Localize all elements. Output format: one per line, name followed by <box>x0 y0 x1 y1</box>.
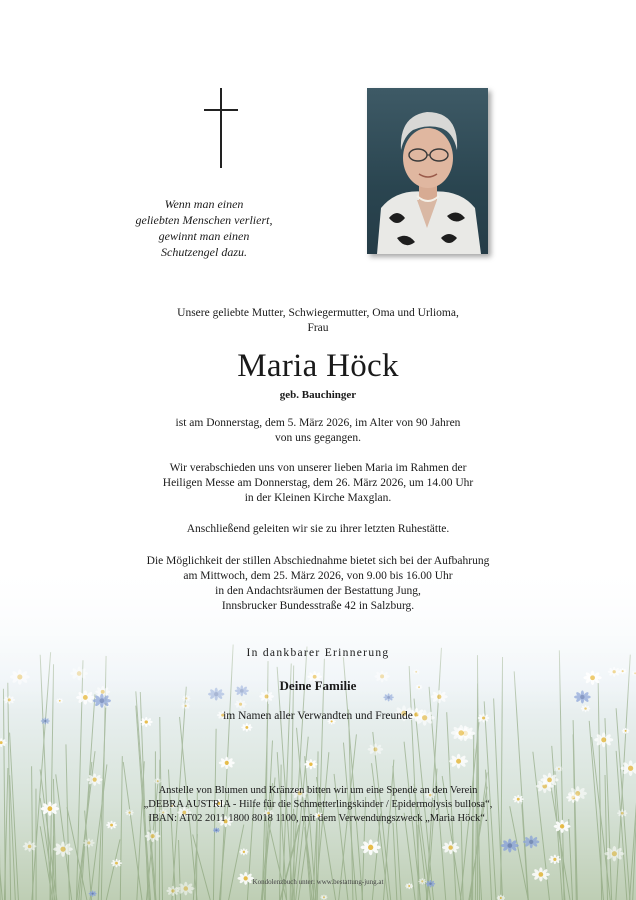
deceased-name: Maria Höck <box>237 348 399 384</box>
relatives-line: im Namen aller Verwandten und Freunde <box>223 710 413 722</box>
donation-info <box>0 784 636 826</box>
poem-line: gewinnt man einen <box>158 229 250 243</box>
viewing-line: in den Andachtsräumen der Bestattung Jung, <box>215 585 421 597</box>
mass-line: Wir verabschieden uns von unserer lieben Maria im Rahmen der <box>169 462 467 474</box>
family-signature: Deine Familie <box>279 678 357 693</box>
viewing-info <box>0 554 636 614</box>
mass-line: in der Kleinen Kirche Maxglan. <box>244 492 392 504</box>
maiden-name: geb. Bauchinger <box>279 389 357 401</box>
death-notice <box>0 416 636 446</box>
intro-text <box>0 306 636 336</box>
donation-line: „DEBRA AUSTRIA - Hilfe für die Schmetterlingskinder / Epidermolysis bullosa“, <box>143 799 493 810</box>
burial-line: Anschließend geleiten wir sie zu ihrer letzten Ruhestätte. <box>186 523 450 535</box>
viewing-line: am Mittwoch, dem 25. März 2026, von 9.00 bis 16.00 Uhr <box>183 570 453 582</box>
condolence-link[interactable]: Kondolenzbuch unter: www.bestattung-jung.at <box>252 878 384 886</box>
cross-icon <box>204 88 238 168</box>
portrait-photo <box>367 88 488 254</box>
burial-info <box>0 522 636 537</box>
intro-line: Frau <box>307 322 329 334</box>
memory-line: In dankbarer Erinnerung <box>246 647 390 659</box>
mass-info <box>0 461 636 506</box>
viewing-line: Innsbrucker Bundesstraße 42 in Salzburg. <box>221 600 415 612</box>
poem <box>120 196 288 260</box>
poem-line: Wenn man einen <box>164 197 244 211</box>
poem-line: geliebten Menschen verliert, <box>135 213 273 227</box>
viewing-line: Die Möglichkeit der stillen Abschiednahme bietet sich bei der Aufbahrung <box>146 555 490 567</box>
poem-line: Schutzengel dazu. <box>161 245 247 259</box>
death-notice-line: ist am Donnerstag, dem 5. März 2026, im Alter von 90 Jahren <box>175 417 461 429</box>
donation-line: IBAN: AT02 2011 1800 8018 1100, mit dem Verwendungszweck „Maria Höck“. <box>148 813 488 824</box>
mass-line: Heiligen Messe am Donnerstag, dem 26. März 2026, um 14.00 Uhr <box>162 477 474 489</box>
death-notice-line: von uns gegangen. <box>275 432 361 444</box>
donation-line: Anstelle von Blumen und Kränzen bitten wir um eine Spende an den Verein <box>158 785 478 796</box>
intro-line: Unsere geliebte Mutter, Schwiegermutter, Oma und Urlioma, <box>177 307 459 319</box>
